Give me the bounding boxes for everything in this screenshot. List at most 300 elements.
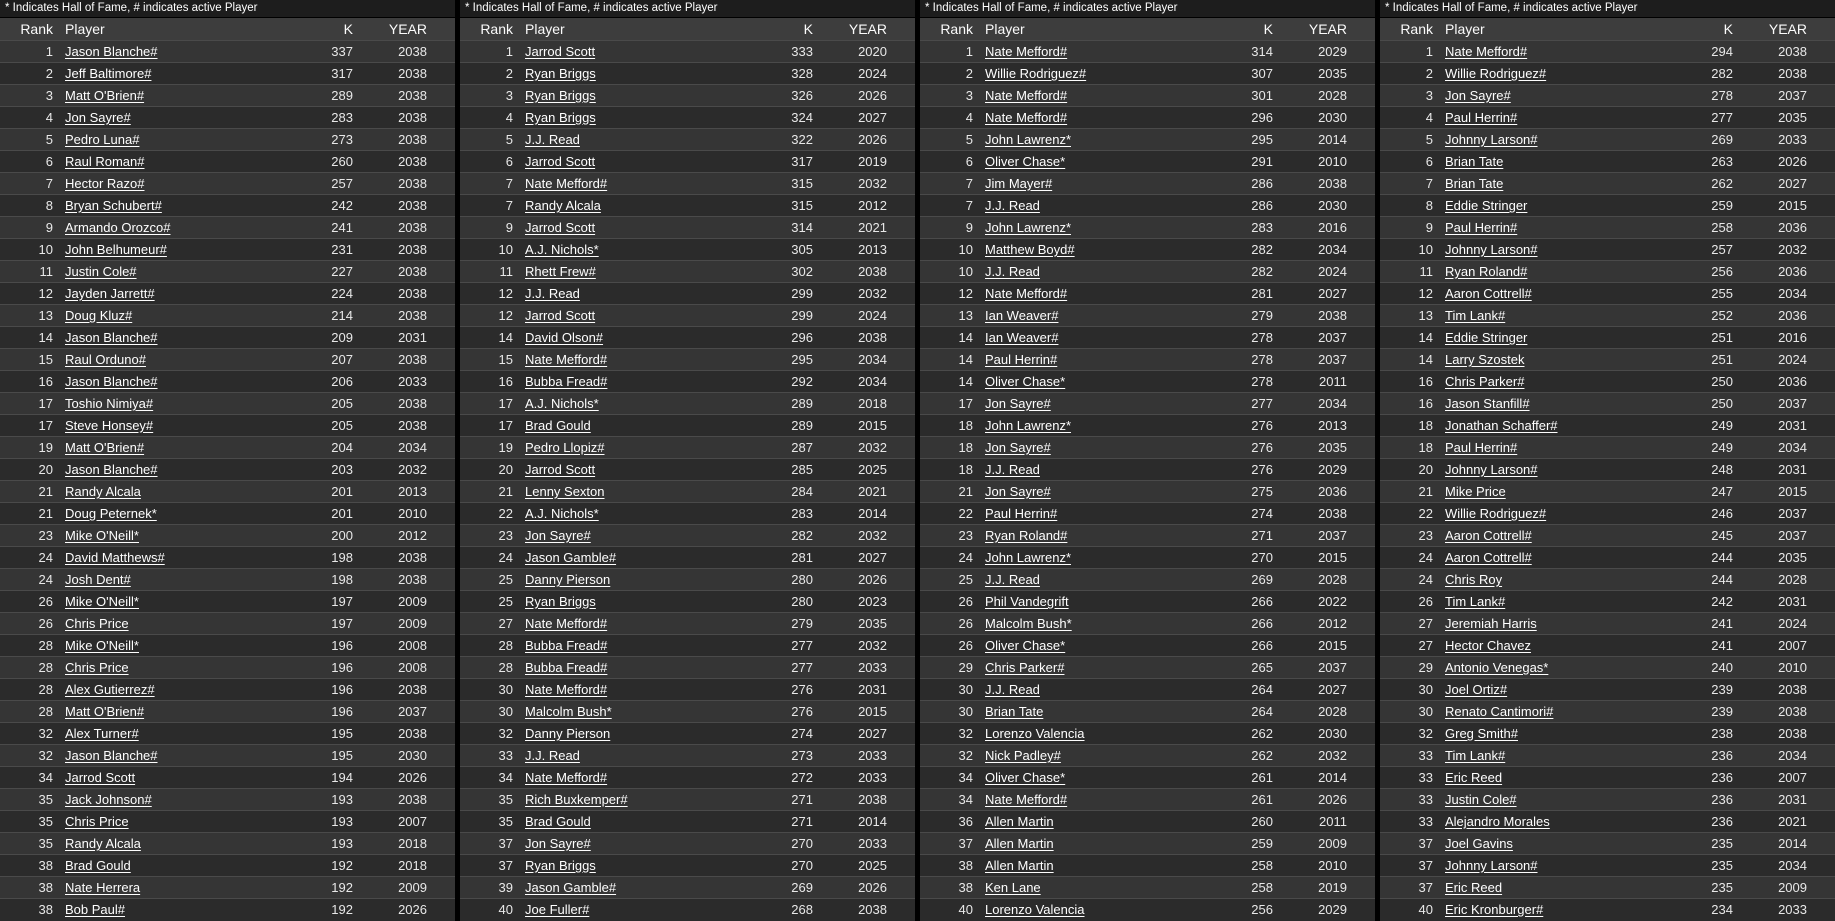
rank-cell: 4 (965, 110, 973, 125)
player-link[interactable]: Ryan Briggs (525, 88, 596, 103)
player-cell (973, 770, 1213, 785)
player-link[interactable]: Nate Mefford# (525, 682, 608, 697)
player-cell (513, 506, 753, 521)
rank-cell: 23 (1418, 528, 1433, 543)
player-link[interactable]: Hector Chavez (1445, 638, 1531, 653)
year-cell: 2038 (398, 44, 427, 59)
player-cell (513, 132, 753, 147)
k-cell: 269 (1711, 132, 1733, 147)
player-link[interactable]: Jeremiah Harris (1445, 616, 1537, 631)
k-cell: 224 (331, 286, 353, 301)
player-link[interactable]: Chris Roy (1445, 572, 1503, 587)
player-link[interactable]: Danny Pierson (525, 726, 611, 741)
player-link[interactable]: Oliver Chase* (985, 154, 1066, 169)
player-link[interactable]: Chris Price (65, 616, 129, 631)
player-link[interactable]: Doug Peternek* (65, 506, 157, 521)
player-link[interactable]: Armando Orozco# (65, 220, 171, 235)
player-link[interactable]: Johnny Larson# (1445, 132, 1538, 147)
player-link[interactable]: A.J. Nichols* (525, 242, 599, 257)
rank-cell: 26 (38, 594, 53, 609)
player-link[interactable]: Brad Gould (65, 858, 131, 873)
k-cell: 239 (1711, 682, 1733, 697)
player-link[interactable]: Ian Weaver# (985, 308, 1059, 323)
player-link[interactable]: Brad Gould (525, 418, 591, 433)
player-link[interactable]: Chris Price (65, 814, 129, 829)
player-link[interactable]: Doug Kluz# (65, 308, 133, 323)
player-link[interactable]: Nick Padley# (985, 748, 1061, 763)
player-link[interactable]: Eddie Stringer (1445, 330, 1528, 345)
table-row (0, 392, 455, 414)
year-cell: 2025 (858, 858, 887, 873)
k-cell: 285 (791, 462, 813, 477)
k-cell: 269 (1251, 572, 1273, 587)
player-link[interactable]: Jason Stanfill# (1445, 396, 1530, 411)
player-link[interactable]: Jason Blanche# (65, 462, 158, 477)
player-link[interactable]: J.J. Read (525, 286, 580, 301)
player-link[interactable]: Tim Lank# (1445, 594, 1506, 609)
year-cell: 2029 (1318, 462, 1347, 477)
player-cell (1433, 550, 1673, 565)
k-cell: 251 (1711, 330, 1733, 345)
player-link[interactable]: Tim Lank# (1445, 308, 1506, 323)
year-cell: 2010 (1318, 154, 1347, 169)
player-link[interactable]: David Matthews# (65, 550, 165, 565)
player-link[interactable]: Randy Alcala (65, 484, 141, 499)
player-link[interactable]: Hector Razo# (65, 176, 145, 191)
player-link[interactable]: Tim Lank# (1445, 748, 1506, 763)
k-cell: 328 (791, 66, 813, 81)
player-link[interactable]: Danny Pierson (525, 572, 611, 587)
col-header-year[interactable]: YEAR (388, 21, 427, 37)
table-row (0, 128, 455, 150)
player-link[interactable]: John Lawrenz* (985, 220, 1071, 235)
player-link[interactable]: Nate Mefford# (985, 110, 1068, 125)
table-row (1380, 788, 1835, 810)
rank-cell: 7 (505, 198, 513, 213)
k-cell: 247 (1711, 484, 1733, 499)
player-link[interactable]: Randy Alcala (65, 836, 141, 851)
player-link[interactable]: J.J. Read (525, 132, 580, 147)
player-link[interactable]: Jason Gamble# (525, 880, 617, 895)
k-cell: 301 (1251, 88, 1273, 103)
table-row (920, 656, 1375, 678)
player-link[interactable]: Bubba Fread# (525, 374, 608, 389)
rank-cell: 25 (498, 572, 513, 587)
player-link[interactable]: Bob Paul# (65, 902, 125, 917)
player-cell (973, 330, 1213, 345)
player-link[interactable]: Nate Mefford# (525, 770, 608, 785)
year-cell: 2034 (858, 352, 887, 367)
player-link[interactable]: J.J. Read (985, 198, 1040, 213)
rank-cell: 1 (1425, 44, 1433, 59)
col-header-player[interactable]: Player (65, 21, 105, 37)
player-link[interactable]: Ryan Briggs (525, 858, 596, 873)
col-header-k[interactable]: K (803, 21, 813, 37)
col-header-k[interactable]: K (343, 21, 353, 37)
player-link[interactable]: Joel Ortiz# (1445, 682, 1508, 697)
player-link[interactable]: Nate Mefford# (525, 176, 608, 191)
table-row (1380, 172, 1835, 194)
player-cell (513, 572, 753, 587)
player-link[interactable]: Bryan Schubert# (65, 198, 162, 213)
k-cell: 252 (1711, 308, 1733, 323)
player-cell (973, 660, 1213, 675)
rank-cell: 18 (958, 440, 973, 455)
player-link[interactable]: Paul Herrin# (1445, 440, 1518, 455)
player-link[interactable]: Matt O'Brien# (65, 704, 145, 719)
player-link[interactable]: Nate Mefford# (525, 352, 608, 367)
player-cell (53, 264, 293, 279)
player-link[interactable]: Jon Sayre# (985, 484, 1051, 499)
rank-cell: 32 (38, 748, 53, 763)
col-header-k[interactable]: K (1723, 21, 1733, 37)
player-cell (1433, 792, 1673, 807)
player-link[interactable]: Lorenzo Valencia (985, 902, 1085, 917)
k-cell: 270 (791, 858, 813, 873)
player-link[interactable]: Brian Tate (1445, 176, 1504, 191)
player-link[interactable]: Jon Sayre# (525, 836, 591, 851)
k-cell: 197 (331, 594, 353, 609)
player-link[interactable]: Lenny Sexton (525, 484, 605, 499)
k-cell: 261 (1251, 792, 1273, 807)
player-link[interactable]: Lorenzo Valencia (985, 726, 1085, 741)
col-header-player[interactable]: Player (525, 21, 565, 37)
year-cell: 2037 (398, 704, 427, 719)
player-link[interactable]: Chris Price (65, 660, 129, 675)
rank-cell: 14 (958, 374, 973, 389)
player-link[interactable]: John Lawrenz* (985, 550, 1071, 565)
k-cell: 258 (1251, 880, 1273, 895)
player-link[interactable]: Alex Turner# (65, 726, 139, 741)
col-header-year[interactable]: YEAR (1308, 21, 1347, 37)
player-link[interactable]: Nate Herrera (65, 880, 141, 895)
player-link[interactable]: Matthew Boyd# (985, 242, 1075, 257)
player-link[interactable]: Nate Mefford# (985, 88, 1068, 103)
player-link[interactable]: Jason Gamble# (525, 550, 617, 565)
player-link[interactable]: Justin Cole# (65, 264, 137, 279)
year-cell: 2027 (858, 110, 887, 125)
table-row (1380, 590, 1835, 612)
player-link[interactable]: Jim Mayer# (985, 176, 1053, 191)
table-row (460, 744, 915, 766)
player-link[interactable]: Antonio Venegas* (1445, 660, 1549, 675)
player-link[interactable]: Willie Rodriguez# (1445, 506, 1547, 521)
col-header-rank[interactable]: Rank (1400, 21, 1433, 37)
player-link[interactable]: Jack Johnson# (65, 792, 152, 807)
player-cell (973, 308, 1213, 323)
rank-cell: 12 (498, 286, 513, 301)
player-link[interactable]: Jarrod Scott (65, 770, 136, 785)
player-link[interactable]: Jason Blanche# (65, 44, 158, 59)
k-cell: 249 (1711, 418, 1733, 433)
table-row (460, 788, 915, 810)
player-cell (513, 330, 753, 345)
player-cell (513, 748, 753, 763)
player-link[interactable]: Nate Mefford# (985, 286, 1068, 301)
player-link[interactable]: Rhett Frew# (525, 264, 596, 279)
k-cell: 195 (331, 726, 353, 741)
player-link[interactable]: Jarrod Scott (525, 220, 596, 235)
table-row (460, 722, 915, 744)
player-link[interactable]: Johnny Larson# (1445, 242, 1538, 257)
player-link[interactable]: Aaron Cottrell# (1445, 286, 1532, 301)
col-header-player[interactable]: Player (1445, 21, 1485, 37)
player-link[interactable]: Larry Szostek (1445, 352, 1525, 367)
col-header-rank[interactable]: Rank (940, 21, 973, 37)
player-cell (513, 704, 753, 719)
player-link[interactable]: Allen Martin (985, 836, 1054, 851)
player-link[interactable]: Mike O'Neill* (65, 528, 139, 543)
player-link[interactable]: J.J. Read (985, 572, 1040, 587)
table-row (1380, 326, 1835, 348)
col-header-player[interactable]: Player (985, 21, 1025, 37)
k-cell: 240 (1711, 660, 1733, 675)
year-cell: 2032 (1318, 748, 1347, 763)
table-row (460, 436, 915, 458)
player-cell (1433, 88, 1673, 103)
player-link[interactable]: Alejandro Morales (1445, 814, 1550, 829)
player-link[interactable]: Randy Alcala (525, 198, 601, 213)
player-link[interactable]: J.J. Read (985, 264, 1040, 279)
player-link[interactable]: Pedro Luna# (65, 132, 140, 147)
player-link[interactable]: A.J. Nichols* (525, 396, 599, 411)
player-link[interactable]: Bubba Fread# (525, 638, 608, 653)
player-link[interactable]: Jarrod Scott (525, 308, 596, 323)
player-link[interactable]: Jason Blanche# (65, 748, 158, 763)
year-cell: 2014 (858, 814, 887, 829)
player-link[interactable]: Eric Reed (1445, 770, 1503, 785)
year-cell: 2013 (1318, 418, 1347, 433)
rank-cell: 6 (505, 154, 513, 169)
player-cell (1433, 902, 1673, 917)
table-row (0, 524, 455, 546)
player-cell (53, 506, 293, 521)
table-row (1380, 414, 1835, 436)
player-link[interactable]: Eric Kronburger# (1445, 902, 1544, 917)
player-link[interactable]: Bubba Fread# (525, 660, 608, 675)
player-link[interactable]: John Lawrenz* (985, 418, 1071, 433)
rank-cell: 6 (1425, 154, 1433, 169)
player-link[interactable]: Jarrod Scott (525, 44, 596, 59)
year-cell: 2036 (1778, 220, 1807, 235)
player-link[interactable]: A.J. Nichols* (525, 506, 599, 521)
player-link[interactable]: Jonathan Schaffer# (1445, 418, 1558, 433)
table-row (1380, 854, 1835, 876)
player-link[interactable]: Eddie Stringer (1445, 198, 1528, 213)
player-link[interactable]: Ian Weaver# (985, 330, 1059, 345)
player-link[interactable]: Nate Mefford# (985, 792, 1068, 807)
player-link[interactable]: Ryan Roland# (1445, 264, 1528, 279)
player-cell (513, 44, 753, 59)
rank-cell: 13 (958, 308, 973, 323)
player-link[interactable]: Justin Cole# (1445, 792, 1517, 807)
player-link[interactable]: Nate Mefford# (525, 616, 608, 631)
player-link[interactable]: Nate Mefford# (985, 44, 1068, 59)
player-link[interactable]: Jarrod Scott (525, 462, 596, 477)
player-link[interactable]: Phil Vandegrift (985, 594, 1069, 609)
table-row (0, 612, 455, 634)
player-cell (53, 594, 293, 609)
player-link[interactable]: Jayden Jarrett# (65, 286, 155, 301)
player-link[interactable]: Greg Smith# (1445, 726, 1518, 741)
table-row (0, 238, 455, 260)
year-cell: 2033 (1778, 132, 1807, 147)
player-cell (513, 198, 753, 213)
player-link[interactable]: Joel Gavins (1445, 836, 1513, 851)
player-link[interactable]: Raul Orduno# (65, 352, 146, 367)
year-cell: 2010 (1778, 660, 1807, 675)
rank-cell: 37 (958, 836, 973, 851)
player-cell (513, 726, 753, 741)
player-cell (973, 616, 1213, 631)
player-link[interactable]: Alex Gutierrez# (65, 682, 155, 697)
player-link[interactable]: Toshio Nimiya# (65, 396, 154, 411)
player-link[interactable]: Aaron Cottrell# (1445, 550, 1532, 565)
player-link[interactable]: Mike O'Neill* (65, 638, 139, 653)
player-link[interactable]: Paul Herrin# (985, 506, 1058, 521)
k-cell: 235 (1711, 858, 1733, 873)
player-link[interactable]: Jeff Baltimore# (65, 66, 152, 81)
k-cell: 235 (1711, 880, 1733, 895)
player-link[interactable]: Brad Gould (525, 814, 591, 829)
player-cell (513, 176, 753, 191)
player-link[interactable]: Ryan Roland# (985, 528, 1068, 543)
player-link[interactable]: David Olson# (525, 330, 604, 345)
player-link[interactable]: Raul Roman# (65, 154, 145, 169)
player-link[interactable]: Ryan Briggs (525, 66, 596, 81)
player-link[interactable]: Ryan Briggs (525, 594, 596, 609)
player-link[interactable]: Jon Sayre# (985, 396, 1051, 411)
player-link[interactable]: Oliver Chase* (985, 638, 1066, 653)
player-link[interactable]: Allen Martin (985, 858, 1054, 873)
player-link[interactable]: Eric Reed (1445, 880, 1503, 895)
player-link[interactable]: Brian Tate (985, 704, 1044, 719)
player-link[interactable]: Paul Herrin# (1445, 110, 1518, 125)
player-link[interactable]: John Lawrenz* (985, 132, 1071, 147)
player-link[interactable]: Pedro Llopiz# (525, 440, 605, 455)
rank-cell: 34 (498, 770, 513, 785)
table-row (920, 370, 1375, 392)
player-link[interactable]: Mike Price (1445, 484, 1506, 499)
table-row (1380, 194, 1835, 216)
k-cell: 282 (1251, 264, 1273, 279)
table-row (460, 62, 915, 84)
player-link[interactable]: Jon Sayre# (65, 110, 131, 125)
year-cell: 2013 (398, 484, 427, 499)
player-link[interactable]: Mike O'Neill* (65, 594, 139, 609)
player-link[interactable]: Chris Parker# (985, 660, 1065, 675)
table-row (1380, 722, 1835, 744)
player-link[interactable]: Jon Sayre# (525, 528, 591, 543)
year-cell: 2014 (1318, 770, 1347, 785)
player-cell (53, 638, 293, 653)
player-link[interactable]: Matt O'Brien# (65, 88, 145, 103)
rank-cell: 3 (965, 88, 973, 103)
year-cell: 2010 (1318, 858, 1347, 873)
k-cell: 244 (1711, 572, 1733, 587)
player-cell (1433, 836, 1673, 851)
col-header-rank[interactable]: Rank (20, 21, 53, 37)
year-cell: 2038 (1778, 66, 1807, 81)
table-row (460, 854, 915, 876)
player-link[interactable]: John Belhumeur# (65, 242, 167, 257)
player-link[interactable]: Jason Blanche# (65, 374, 158, 389)
rank-cell: 37 (1418, 880, 1433, 895)
player-cell (53, 440, 293, 455)
player-link[interactable]: Jason Blanche# (65, 330, 158, 345)
player-link[interactable]: Willie Rodriguez# (1445, 66, 1547, 81)
player-link[interactable]: Johnny Larson# (1445, 462, 1538, 477)
player-link[interactable]: Oliver Chase* (985, 374, 1066, 389)
rank-cell: 2 (1425, 66, 1433, 81)
table-row (0, 348, 455, 370)
rank-cell: 4 (45, 110, 53, 125)
col-header-year[interactable]: YEAR (1768, 21, 1807, 37)
col-header-year[interactable]: YEAR (848, 21, 887, 37)
player-link[interactable]: Jon Sayre# (985, 440, 1051, 455)
rank-cell: 39 (498, 880, 513, 895)
rank-cell: 28 (38, 638, 53, 653)
player-link[interactable]: Malcolm Bush* (985, 616, 1072, 631)
player-link[interactable]: Rich Buxkemper# (525, 792, 628, 807)
player-link[interactable]: Oliver Chase* (985, 770, 1066, 785)
player-link[interactable]: Chris Parker# (1445, 374, 1525, 389)
player-link[interactable]: Josh Dent# (65, 572, 131, 587)
table-row (1380, 458, 1835, 480)
k-cell: 255 (1711, 286, 1733, 301)
player-link[interactable]: Paul Herrin# (985, 352, 1058, 367)
table-row (1380, 766, 1835, 788)
col-header-rank[interactable]: Rank (480, 21, 513, 37)
player-link[interactable]: Jon Sayre# (1445, 88, 1511, 103)
player-cell (513, 528, 753, 543)
table-row (0, 744, 455, 766)
player-link[interactable]: Allen Martin (985, 814, 1054, 829)
table-row (920, 128, 1375, 150)
rank-cell: 12 (1418, 286, 1433, 301)
player-link[interactable]: Steve Honsey# (65, 418, 154, 433)
rank-cell: 38 (958, 880, 973, 895)
player-link[interactable]: Jarrod Scott (525, 154, 596, 169)
player-link[interactable]: Ryan Briggs (525, 110, 596, 125)
table-row (0, 788, 455, 810)
player-link[interactable]: J.J. Read (985, 682, 1040, 697)
player-link[interactable]: Aaron Cottrell# (1445, 528, 1532, 543)
rank-cell: 1 (45, 44, 53, 59)
player-link[interactable]: Brian Tate (1445, 154, 1504, 169)
player-link[interactable]: Willie Rodriguez# (985, 66, 1087, 81)
player-link[interactable]: J.J. Read (525, 748, 580, 763)
table-row (460, 766, 915, 788)
player-link[interactable]: Ken Lane (985, 880, 1041, 895)
col-header-k[interactable]: K (1263, 21, 1273, 37)
player-link[interactable]: Matt O'Brien# (65, 440, 145, 455)
leaderboard-panel (1380, 0, 1835, 921)
player-link[interactable]: Johnny Larson# (1445, 858, 1538, 873)
player-link[interactable]: Renato Cantimori# (1445, 704, 1554, 719)
k-cell: 315 (791, 198, 813, 213)
player-link[interactable]: J.J. Read (985, 462, 1040, 477)
player-link[interactable]: Joe Fuller# (525, 902, 590, 917)
player-link[interactable]: Paul Herrin# (1445, 220, 1518, 235)
k-cell: 280 (791, 572, 813, 587)
k-cell: 266 (1251, 594, 1273, 609)
player-cell (53, 286, 293, 301)
player-link[interactable]: Nate Mefford# (1445, 44, 1528, 59)
player-link[interactable]: Malcolm Bush* (525, 704, 612, 719)
year-cell: 2037 (1318, 330, 1347, 345)
table-row (460, 304, 915, 326)
